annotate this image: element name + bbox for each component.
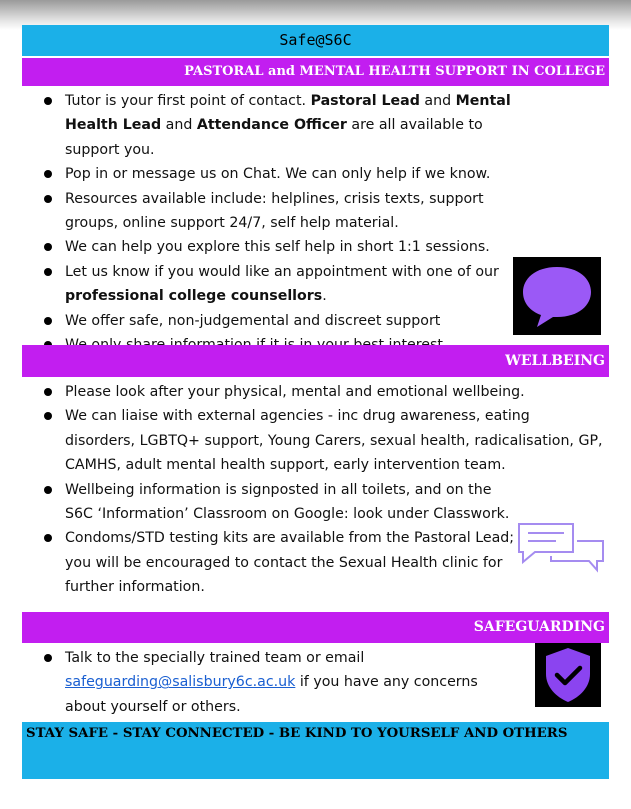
list-item: Please look after your physical, mental and emotional wellbeing. [44,380,604,404]
safeguarding-email-link[interactable]: safeguarding@salisbury6c.ac.uk [65,674,296,691]
footer-banner: STAY SAFE - STAY CONNECTED - BE KIND TO YOURSELF AND OTHERS [22,722,609,779]
bullet-icon [44,170,52,178]
bullet-icon [44,486,52,494]
chat-bubble-icon [513,257,601,335]
list-item: Tutor is your first point of contact. Pastoral Lead and Mental Health Lead and Attendance Officer are all available to support you. [44,89,514,162]
bullet-icon [44,412,52,420]
list-item: Pop in or message us on Chat. We can only help if we know. [44,162,514,186]
shield-check-icon [535,643,601,707]
list-item: We can help you explore this self help in short 1:1 sessions. [44,235,514,259]
page-title: Safe@S6C [22,25,609,56]
list-item: Wellbeing information is signposted in all toilets, and on the S6C ‘Information’ Classroom on Google: look under Classwork. [44,478,515,527]
bullet-icon [44,243,52,251]
list-item: Talk to the specially trained team or email safeguarding@salisbury6c.ac.uk if you have any concerns about yourself or others. [44,646,514,719]
safeguarding-list [44,646,514,719]
pastoral-heading: PASTORAL and MENTAL HEALTH SUPPORT IN COLLEGE [22,58,609,86]
bullet-icon [44,388,52,396]
list-item: Resources available include: helplines, crisis texts, support groups, online support 24/7, self help material. [44,187,514,236]
bullet-icon [44,317,52,325]
bullet-icon [44,654,52,662]
bullet-icon [44,195,52,203]
pastoral-list [44,89,514,357]
bullet-icon [44,97,52,105]
list-item: We can liaise with external agencies - inc drug awareness, eating disorders, LGBTQ+ support, Young Carers, sexual health, radicalisation, GP, CAMHS, adult mental health support, early intervention team. [44,404,604,477]
bullet-icon [44,534,52,542]
safeguarding-heading: SAFEGUARDING [22,612,609,643]
wellbeing-heading: WELLBEING [22,345,609,377]
list-item: Condoms/STD testing kits are available from the Pastoral Lead; you will be encouraged to contact the Sexual Health clinic for further information. [44,526,515,599]
bullet-icon [44,268,52,276]
messages-icon [515,521,607,573]
list-item: We offer safe, non-judgemental and discreet support [44,309,514,333]
list-item: Let us know if you would like an appointment with one of our professional college counsellors. [44,260,514,309]
